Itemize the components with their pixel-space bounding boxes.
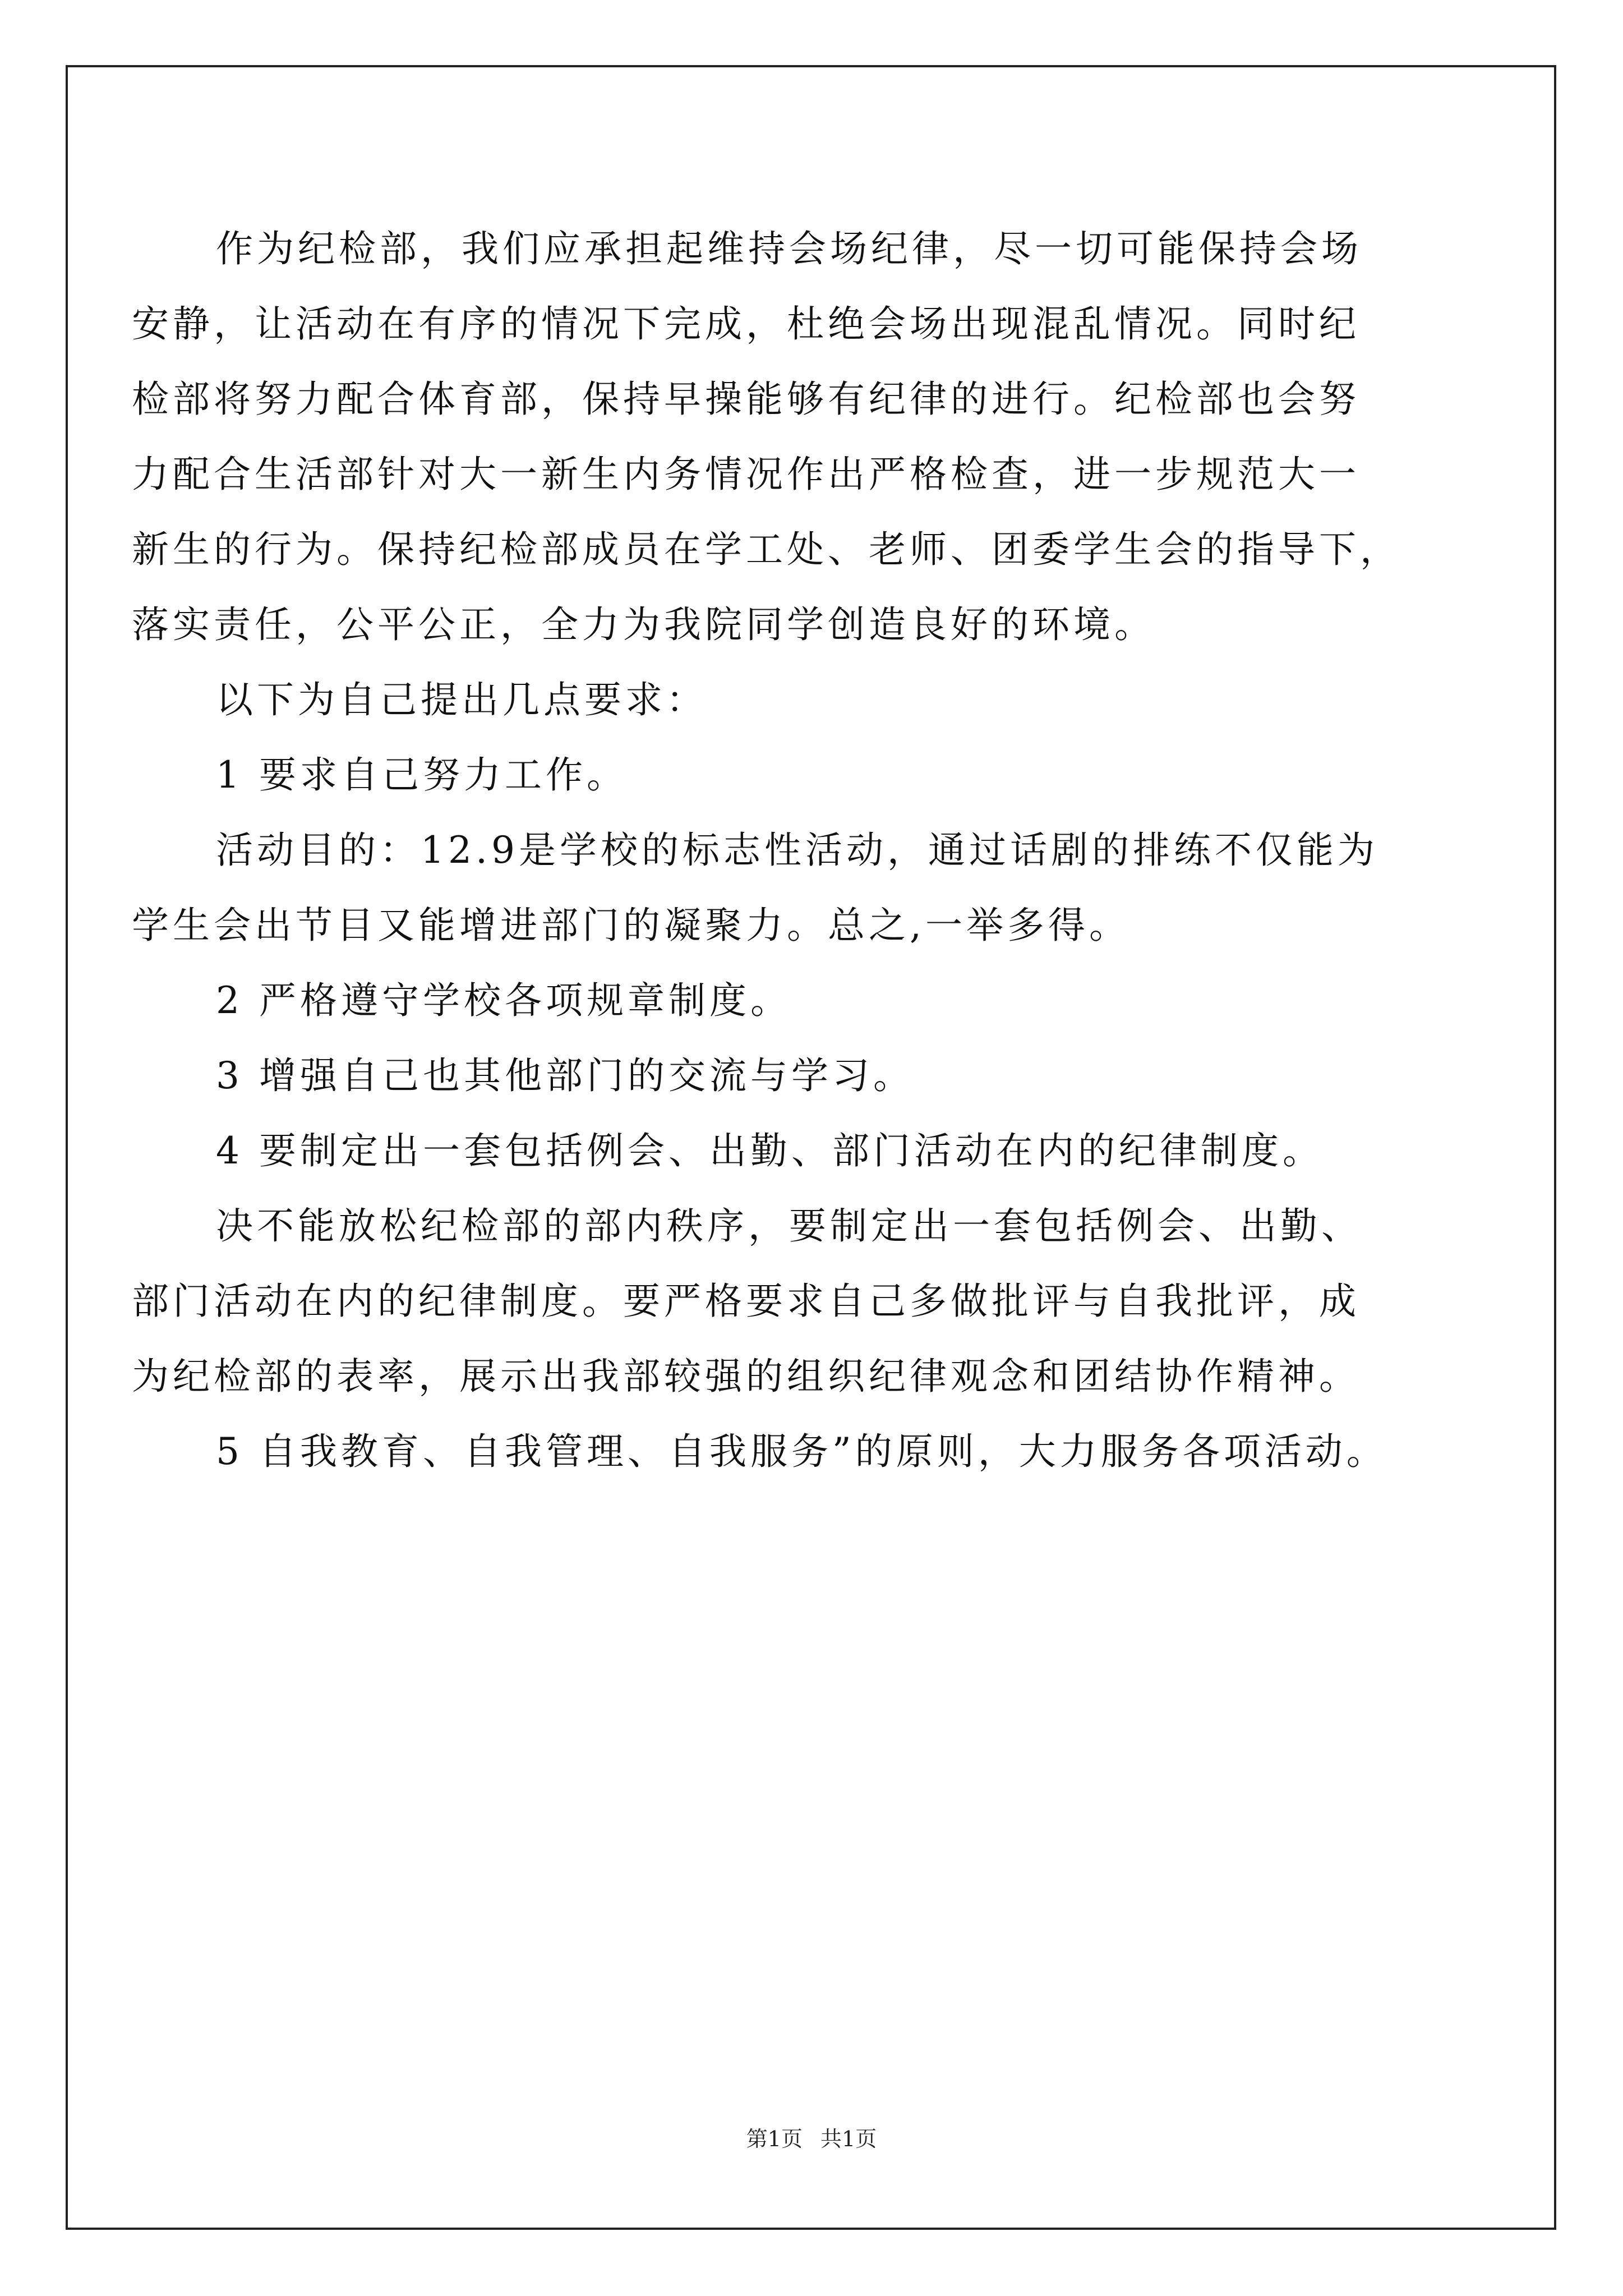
list-item: 5 自我教育、自我管理、自我服务”的原则，大力服务各项活动。 [216, 1430, 1387, 1473]
text-line: 落实责任，公平公正，全力为我院同学创造良好的环境。 [132, 603, 1155, 646]
text-line: 检部将努力配合体育部，保持早操能够有纪律的进行。纪检部也会努 [132, 378, 1360, 421]
list-item: 2 严格遵守学校各项规章制度。 [216, 979, 791, 1022]
page-total: 共1页 [820, 2127, 877, 2151]
text-line: 决不能放松纪检部的部内秩序，要制定出一套包括例会、出勤、 [216, 1204, 1362, 1248]
text-line: 作为纪检部，我们应承担起维持会场纪律，尽一切可能保持会场 [216, 227, 1362, 270]
text-line: 为纪检部的表率，展示出我部较强的组织纪律观念和团结协作精神。 [132, 1355, 1360, 1398]
list-item: 3 增强自己也其他部门的交流与学习。 [216, 1054, 914, 1097]
text-line: 安静，让活动在有序的情况下完成，杜绝会场出现混乱情况。同时纪 [132, 302, 1360, 346]
text-line: 以下为自己提出几点要求： [216, 678, 707, 721]
text-line: 活动目的：12.9是学校的标志性活动，通过话剧的排练不仅能为 [216, 829, 1378, 872]
text-line: 部门活动在内的纪律制度。要严格要求自己多做批评与自我批评，成 [132, 1280, 1360, 1323]
list-item: 4 要制定出一套包括例会、出勤、部门活动在内的纪律制度。 [216, 1129, 1324, 1172]
text-line: 新生的行为。保持纪检部成员在学工处、老师、团委学生会的指导下， [132, 528, 1401, 571]
page-footer [0, 2125, 1623, 2153]
page-number: 第1页 [746, 2127, 803, 2151]
text-line: 力配合生活部针对大一新生内务情况作出严格检查，进一步规范大一 [132, 453, 1360, 496]
text-line: 学生会出节目又能增进部门的凝聚力。总之,一举多得。 [132, 904, 1130, 947]
list-item: 1 要求自己努力工作。 [216, 753, 628, 797]
